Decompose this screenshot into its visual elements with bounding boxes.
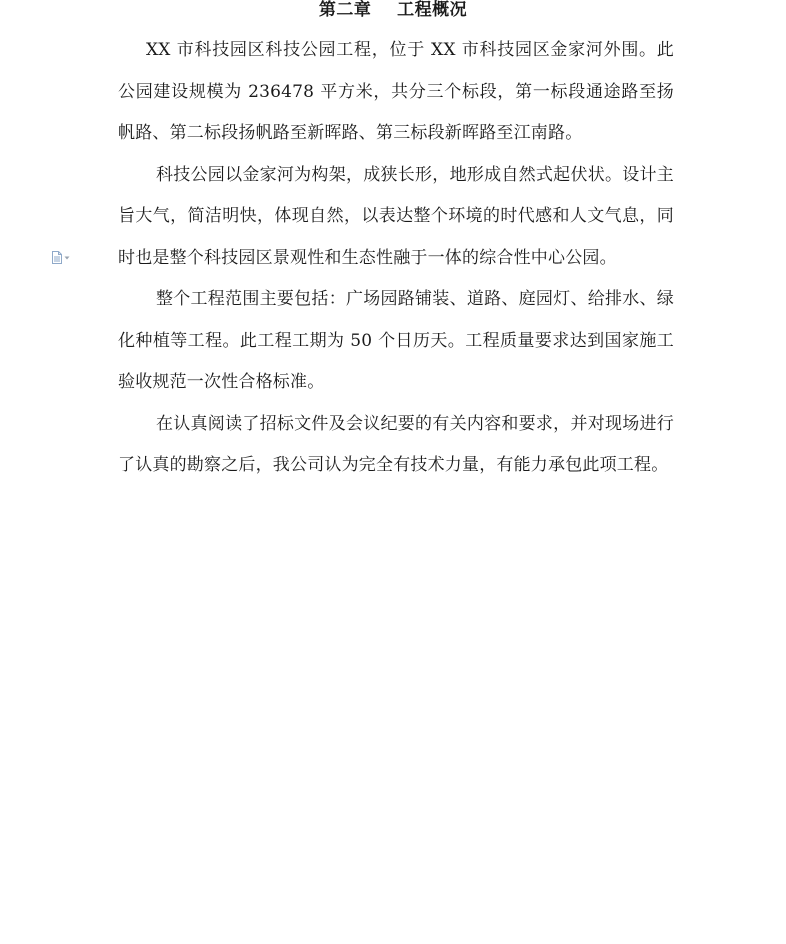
paragraph-1: XX 市科技园区科技公园工程，位于 XX 市科技园区金家河外围。此公园建设规模为 236478 平方米，共分三个标段，第一标段通途路至扬帆路、第二标段扬帆路至新晖路、第三标段新晖路至江南路。 — [118, 40, 674, 143]
paragraph-marker-menu[interactable] — [52, 249, 78, 265]
paragraph-2: 科技公园以金家河为构架，成狭长形，地形成自然式起伏状。设计主旨大气，简洁明快，体现自然，以表达整个环境的时代感和人文气息，同时也是整个科技园区景观性和生态性融于一体的综合性中心公园。 — [118, 164, 674, 268]
chapter-title: 第二章 工程概况 — [318, 0, 468, 20]
paragraph-3: 整个工程范围主要包括：广场园路铺装、道路、庭园灯、给排水、绿化种植等工程。此工程工期为 50 个日历天。工程质量要求达到国家施工验收规范一次性合格标准。 — [118, 289, 674, 392]
paragraph-4: 在认真阅读了招标文件及会议纪要的有关内容和要求，并对现场进行了认真的勘察之后，我公司认为完全有技术力量，有能力承包此项工程。 — [118, 413, 674, 475]
document-body — [118, 30, 674, 487]
chevron-down-icon — [64, 255, 70, 261]
document-icon — [52, 251, 62, 264]
